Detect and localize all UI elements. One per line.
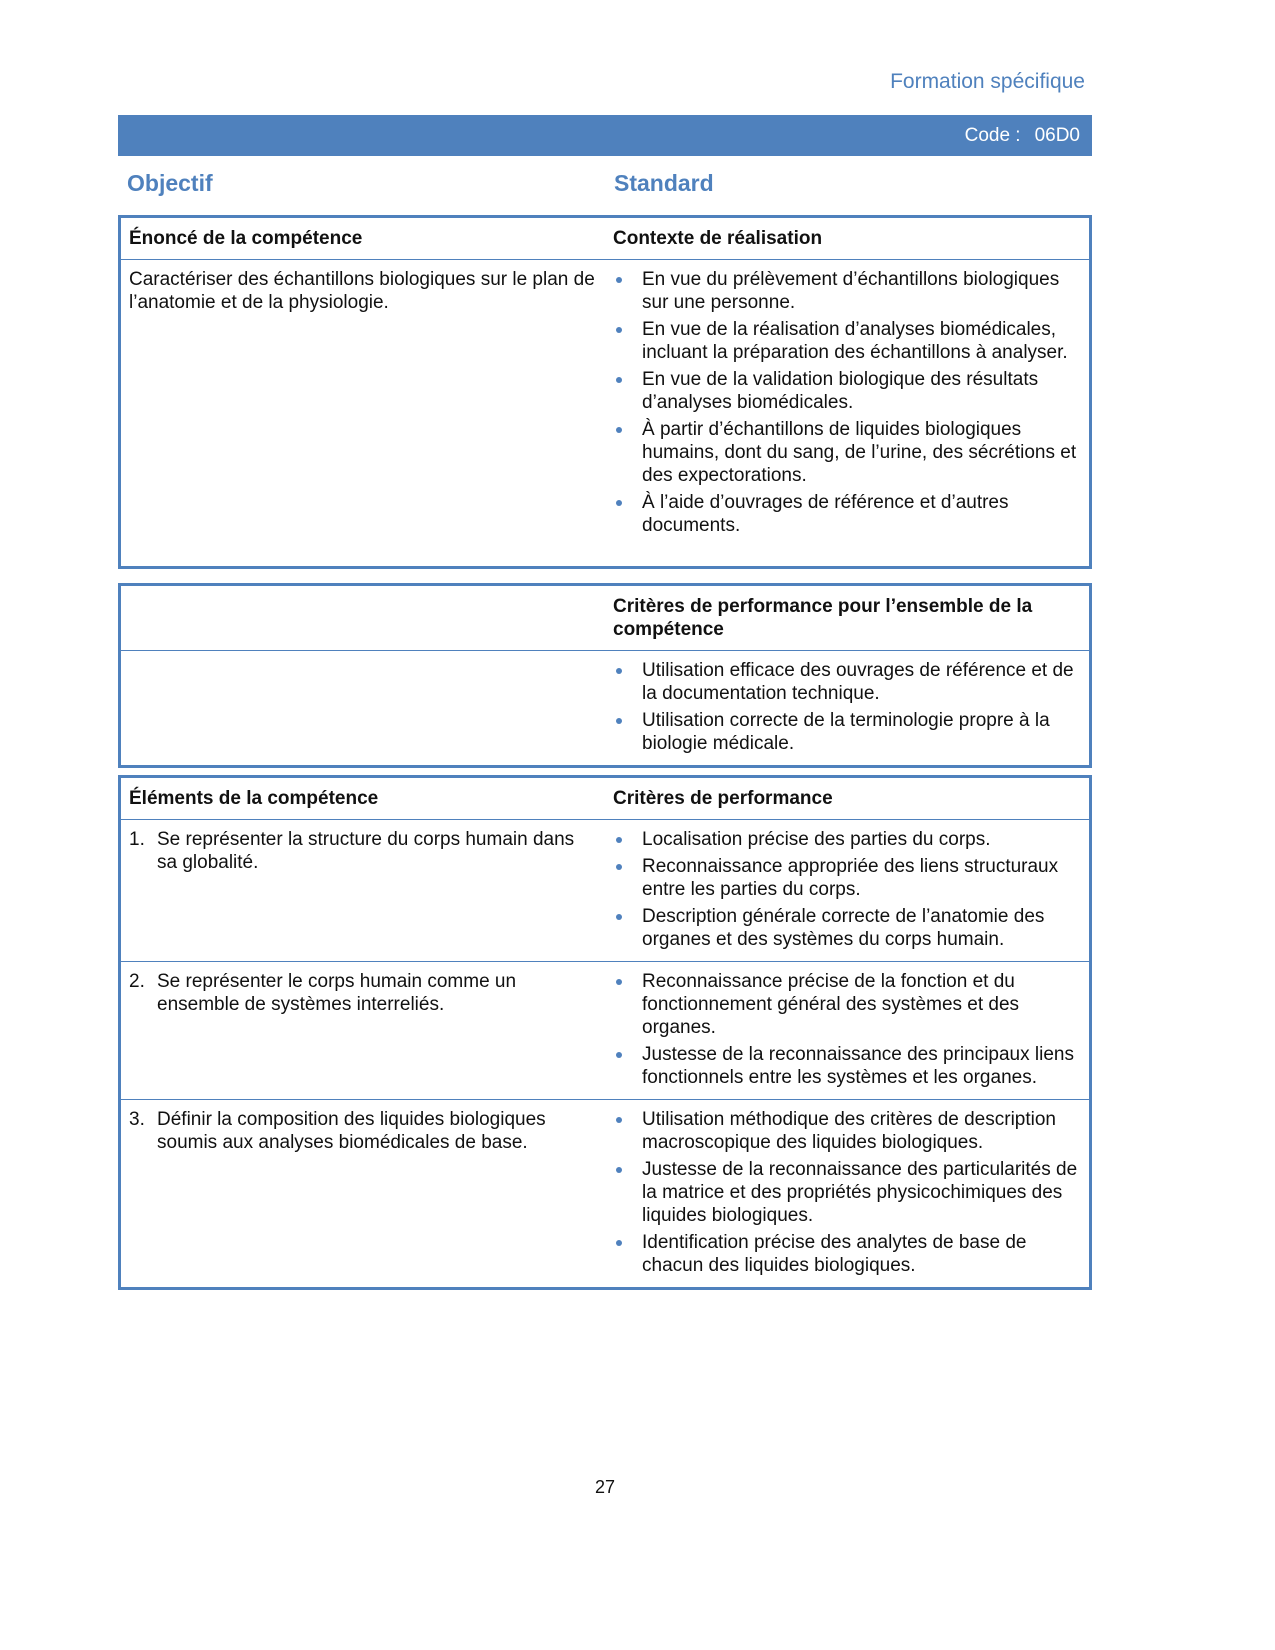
- empty-cell: [120, 585, 606, 651]
- criteria-overall-list: [613, 659, 1081, 755]
- list-item: Localisation précise des parties du corps.: [613, 828, 1081, 851]
- table-row: [120, 820, 1091, 962]
- elements-table: [118, 775, 1092, 1290]
- list-item: Utilisation correcte de la terminologie propre à la biologie médicale.: [613, 709, 1081, 755]
- criteria-list: [613, 828, 1081, 951]
- enonce-header: Énoncé de la compétence: [120, 217, 606, 260]
- list-item: Description générale correcte de l’anatomie des organes et des systèmes du corps humain.: [613, 905, 1081, 951]
- list-item: À l’aide d’ouvrages de référence et d’autres documents.: [613, 491, 1081, 537]
- criteria-list: [613, 1108, 1081, 1277]
- element-number: 3.: [129, 1109, 145, 1130]
- page-number: 27: [594, 1477, 616, 1497]
- list-item: Reconnaissance appropriée des liens structuraux entre les parties du corps.: [613, 855, 1081, 901]
- code-value: 06D0: [1034, 124, 1080, 146]
- list-item: En vue du prélèvement d’échantillons biologiques sur une personne.: [613, 268, 1081, 314]
- list-item: À partir d’échantillons de liquides biologiques humains, dont du sang, de l’urine, des sécrétions et des expectorations.: [613, 418, 1081, 487]
- empty-cell: [120, 651, 606, 767]
- list-item: En vue de la validation biologique des résultats d’analyses biomédicales.: [613, 368, 1081, 414]
- list-item: Utilisation efficace des ouvrages de référence et de la documentation technique.: [613, 659, 1081, 705]
- elements-header: Éléments de la compétence: [120, 777, 606, 820]
- performance-header: Critères de performance: [605, 777, 1091, 820]
- list-item: Reconnaissance précise de la fonction et du fonctionnement général des systèmes et des organes.: [613, 970, 1081, 1039]
- table-row: [120, 1100, 1091, 1289]
- element-text: Définir la composition des liquides biologiques soumis aux analyses biomédicales de base.: [157, 1109, 546, 1153]
- criteria-list: [613, 970, 1081, 1089]
- list-item: Utilisation méthodique des critères de description macroscopique des liquides biologiques.: [613, 1108, 1081, 1154]
- competence-table: [118, 215, 1092, 569]
- list-item: Justesse de la reconnaissance des particularités de la matrice et des propriétés physicochimiques des liquides biologiques.: [613, 1158, 1081, 1227]
- element-text: Se représenter le corps humain comme un ensemble de systèmes interreliés.: [157, 971, 517, 1015]
- criteria-overall-header: Critères de performance pour l’ensemble de la compétence: [605, 585, 1091, 651]
- code-label: Code :: [964, 124, 1021, 146]
- element-number: 2.: [129, 971, 145, 992]
- element-number: 1.: [129, 829, 145, 850]
- criteria-overall-table: [118, 583, 1092, 768]
- table-row: [120, 962, 1091, 1100]
- element-text: Se représenter la structure du corps humain dans sa globalité.: [157, 829, 575, 873]
- contexte-header: Contexte de réalisation: [605, 217, 1091, 260]
- running-title: Formation spécifique: [890, 70, 1085, 93]
- objectif-title: Objectif: [127, 170, 213, 196]
- code-bar: [118, 115, 1092, 156]
- enonce-text: Caractériser des échantillons biologiques sur le plan de l’anatomie et de la physiologie.: [129, 269, 595, 313]
- list-item: Justesse de la reconnaissance des principaux liens fonctionnels entre les systèmes et les organes.: [613, 1043, 1081, 1089]
- contexte-list: [613, 268, 1081, 537]
- standard-title: Standard: [614, 170, 714, 196]
- list-item: Identification précise des analytes de base de chacun des liquides biologiques.: [613, 1231, 1081, 1277]
- list-item: En vue de la réalisation d’analyses biomédicales, incluant la préparation des échantillons à analyser.: [613, 318, 1081, 364]
